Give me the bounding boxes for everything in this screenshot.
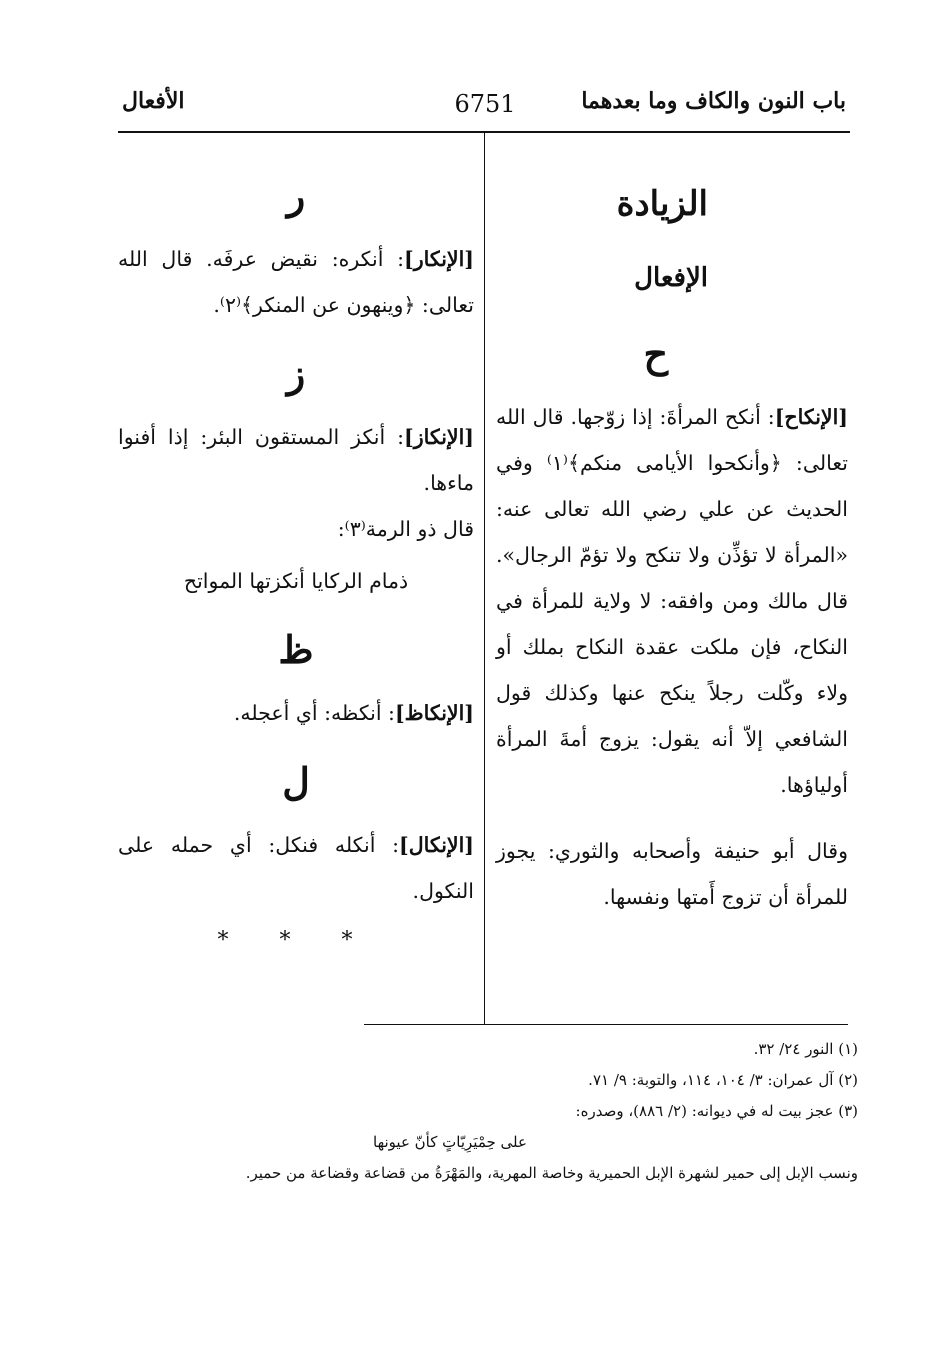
section-title: الزيادة — [616, 184, 708, 224]
poetry-verse: ذمام الركايا أنكزتها المواتح — [183, 569, 409, 593]
footnote-2: (٢) آل عمران: ٣/ ١٠٤، ١١٤، والتوبة: ٩/ ٧١. — [588, 1071, 858, 1089]
running-header-category: الأفعال — [122, 88, 185, 114]
section-end-mark: * * * — [217, 928, 375, 953]
page-number: 6751 — [454, 90, 516, 118]
footnote-rule — [364, 1024, 848, 1025]
entry-keyword: [الإنكال] — [399, 833, 474, 857]
entry-text: : أنكز المستقون البئر: إذا أفنوا ماءها. — [118, 425, 474, 495]
footnote-verse: على حِمْيَرِيّاتٍ كأنّ عيونها — [373, 1133, 527, 1151]
entry-text: : أنكظه: أي أعجله. — [233, 701, 395, 725]
running-header-section: باب النون والكاف وما بعدهما — [581, 88, 846, 114]
entry-inkaz-za — [118, 690, 474, 736]
letter-heading-lam: ل — [282, 759, 310, 804]
entry-citation: قال ذو الرمة⁽٣⁾: — [337, 517, 474, 541]
footnote-3: (٣) عجز بيت له في ديوانه: (٢/ ٨٨٦)، وصدره: — [575, 1102, 858, 1120]
right-column — [496, 170, 848, 920]
entry-inkar — [118, 236, 474, 328]
entry-text: : أنكح المرأةَ: إذا زوّجها. قال الله تعالى: ﴿وأنكحوا الأيامى منكم﴾⁽١⁾ وفي الحديث عن علي رضي الله تعالى عنه: «المرأة لا تؤذِّن ولا تنكح ولا تؤمّ الرجال». قال مالك ومن وافقه: لا ولاية للمرأة في النكاح، فإن ملكت عقدة النكاح بملك أو ولاء وكّلت رجلاً ينكح عنها وكذلك قول الشافعي إلاّ أنه يقول: يزوج أمةَ المرأة أولياؤها. — [496, 405, 848, 797]
letter-heading-za: ظ — [278, 627, 314, 672]
entry-keyword: [الإنكاح] — [774, 405, 848, 429]
entry-keyword: [الإنكاز] — [404, 425, 474, 449]
entry-inkah — [496, 394, 848, 808]
letter-heading-zay: ز — [286, 351, 306, 396]
entry-keyword: [الإنكار] — [404, 247, 474, 271]
footnote-note: ونسب الإبل إلى حمير لشهرة الإبل الحميرية وخاصة المهرية، والمَهْرَةُ من قضاعة وقضاعة من حمير. — [245, 1164, 858, 1182]
entry-keyword: [الإنكاظ] — [394, 701, 474, 725]
footnote-1: (١) النور ٢٤/ ٣٢. — [753, 1040, 858, 1058]
column-divider — [484, 132, 485, 1024]
entry-inkaz — [118, 414, 474, 506]
letter-heading-ra: ر — [286, 173, 306, 218]
section-subtitle: الإفعال — [634, 263, 708, 293]
letter-heading-ha: ح — [643, 331, 668, 376]
entry-inkal — [118, 822, 474, 914]
entry-text: : أنكله فنكل: أي حمله على النكول. — [118, 833, 474, 903]
footnotes — [180, 1034, 858, 1189]
entry-text: : أنكره: نقيض عرفَه. قال الله تعالى: ﴿وينهون عن المنكر﴾⁽٢⁾. — [118, 247, 474, 317]
left-column — [118, 170, 474, 953]
entry-paragraph: وقال أبو حنيفة وأصحابه والثوري: يجوز للمرأة أن تزوج أَمتها ونفسها. — [496, 839, 848, 909]
